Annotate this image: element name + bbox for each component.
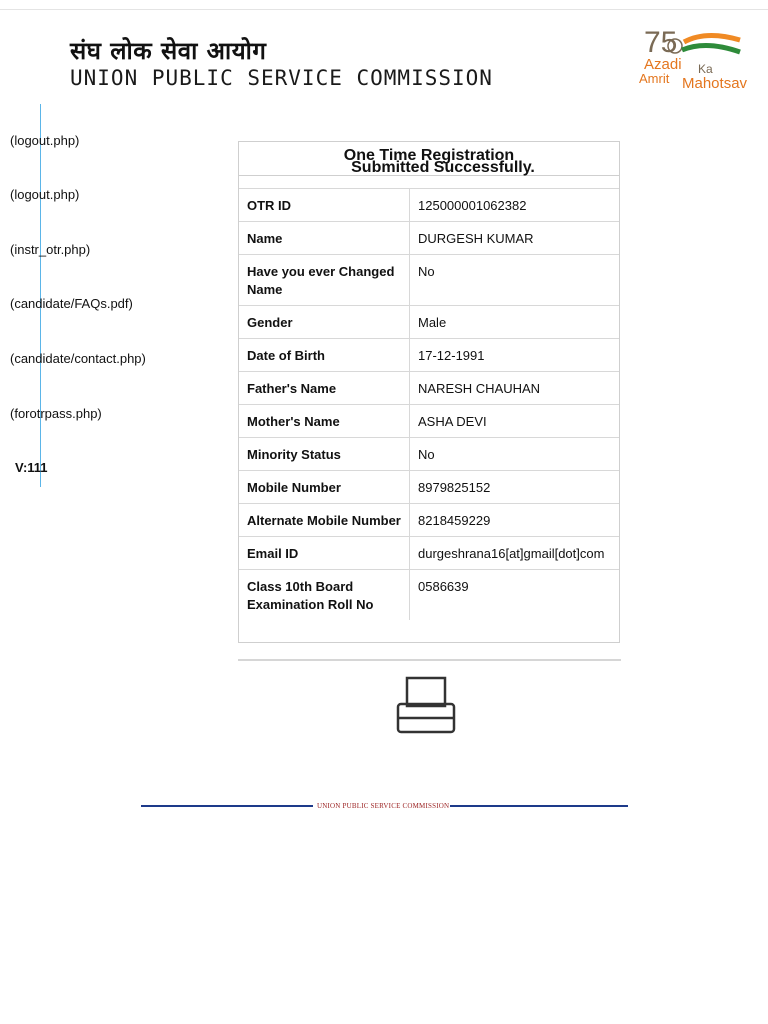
footer-line-left xyxy=(141,805,313,807)
logo-number: 75 xyxy=(644,26,678,59)
logo-word-amrit: Amrit xyxy=(639,71,670,86)
footer-line-right xyxy=(450,805,628,807)
version-label: V:111 xyxy=(15,460,48,475)
row-label: Name xyxy=(239,222,410,255)
row-value: 0586639 xyxy=(410,570,620,621)
row-label: Mobile Number xyxy=(239,471,410,504)
row-value: durgeshrana16[at]gmail[dot]com xyxy=(410,537,620,570)
top-divider xyxy=(0,9,768,10)
logo-word-mahotsav: Mahotsav xyxy=(682,75,748,92)
footer-text: UNION PUBLIC SERVICE COMMISSION xyxy=(317,802,450,810)
table-row xyxy=(239,537,619,570)
row-label: Have you ever Changed Name xyxy=(239,255,410,306)
row-value: NARESH CHAUHAN xyxy=(410,372,620,405)
table-row xyxy=(239,438,619,471)
table-row xyxy=(239,222,619,255)
sidebar-link-contact[interactable]: (candidate/contact.php) xyxy=(10,351,146,366)
row-label: Class 10th Board Examination Roll No xyxy=(239,570,410,621)
table-row xyxy=(239,189,619,222)
english-title: UNION PUBLIC SERVICE COMMISSION xyxy=(70,66,493,90)
table-row xyxy=(239,339,619,372)
print-icon[interactable] xyxy=(396,676,456,734)
row-value: No xyxy=(410,438,620,471)
row-value: ASHA DEVI xyxy=(410,405,620,438)
row-label: Email ID xyxy=(239,537,410,570)
flag-saffron-stroke xyxy=(684,35,740,42)
table-row xyxy=(239,255,619,306)
panel-heading xyxy=(239,142,619,176)
table-row xyxy=(239,570,619,621)
sidebar-link-faqs[interactable]: (candidate/FAQs.pdf) xyxy=(10,296,133,311)
panel-heading-line1: One Time Registration xyxy=(343,147,515,164)
hindi-title: संघ लोक सेवा आयोग xyxy=(70,37,267,65)
row-label: Mother's Name xyxy=(239,405,410,438)
registration-details-panel xyxy=(238,141,620,643)
panel-heading-line2: Submitted Successfully. xyxy=(351,159,535,176)
details-table xyxy=(239,188,619,620)
row-value: Male xyxy=(410,306,620,339)
sidebar-link-logout-2[interactable]: (logout.php) xyxy=(10,187,80,202)
row-label: Father's Name xyxy=(239,372,410,405)
logo-word-ka: Ka xyxy=(698,62,713,76)
row-label: Alternate Mobile Number xyxy=(239,504,410,537)
logo-word-azadi: Azadi xyxy=(644,56,682,73)
row-value: 8979825152 xyxy=(410,471,620,504)
row-value: 17-12-1991 xyxy=(410,339,620,372)
table-row xyxy=(239,306,619,339)
flag-green-stroke xyxy=(682,45,740,52)
row-label: Gender xyxy=(239,306,410,339)
row-value: No xyxy=(410,255,620,306)
azadi-ka-amrit-mahotsav-logo xyxy=(636,22,766,94)
row-value: 8218459229 xyxy=(410,504,620,537)
sidebar-link-instructions[interactable]: (instr_otr.php) xyxy=(10,242,91,257)
row-label: OTR ID xyxy=(239,189,410,222)
table-row xyxy=(239,405,619,438)
sidebar-link-logout[interactable]: (logout.php) xyxy=(10,133,80,148)
row-value: 125000001062382 xyxy=(410,189,620,222)
row-label: Date of Birth xyxy=(239,339,410,372)
content-divider xyxy=(238,659,621,661)
sidebar-link-forgot-password[interactable]: (forotrpass.php) xyxy=(10,406,102,421)
table-row xyxy=(239,471,619,504)
row-label: Minority Status xyxy=(239,438,410,471)
table-row xyxy=(239,372,619,405)
row-value: DURGESH KUMAR xyxy=(410,222,620,255)
table-row xyxy=(239,504,619,537)
